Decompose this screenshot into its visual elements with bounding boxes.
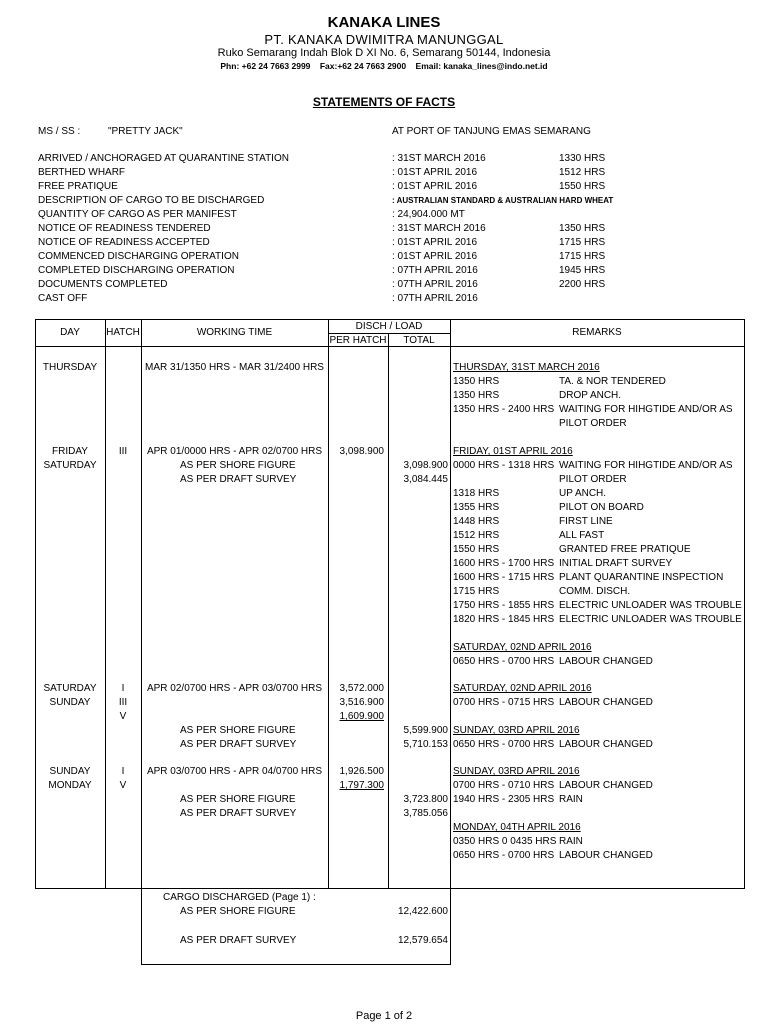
fact-time: 1715 HRS [559, 251, 606, 262]
vessel-label: MS / SS : [38, 126, 81, 137]
row-per-hatch: 1,609.900 [339, 711, 384, 722]
fact-value: : 01ST APRIL 2016 [392, 251, 478, 262]
row-working-time: APR 02/0700 HRS - APR 03/0700 HRS [146, 683, 323, 694]
fact-time: 2200 HRS [559, 279, 606, 290]
fact-value: : 07TH APRIL 2016 [392, 279, 478, 290]
company-legal-name: PT. KANAKA DWIMITRA MANUNGGAL [264, 32, 504, 47]
remark-text: RAIN [559, 794, 583, 805]
row-working-time: AS PER SHORE FIGURE [180, 725, 296, 736]
remark-time: 1750 HRS - 1855 HRS [453, 600, 555, 611]
row-total: 5,599.900 [403, 725, 448, 736]
row-hatch: I [121, 766, 125, 777]
summary-shore-value: 12,422.600 [397, 906, 448, 917]
header-remarks: REMARKS [572, 327, 622, 338]
fact-label: NOTICE OF READINESS TENDERED [38, 223, 211, 234]
summary-title: CARGO DISCHARGED (Page 1) : [163, 892, 316, 903]
remark-time: 1940 HRS - 2305 HRS [453, 794, 555, 805]
remark-time: 1715 HRS [453, 586, 500, 597]
fact-label: NOTICE OF READINESS ACCEPTED [38, 237, 210, 248]
summary-draft-value: 12,579.654 [397, 935, 448, 946]
remark-time: 1350 HRS [453, 376, 500, 387]
fact-label: CAST OFF [38, 293, 88, 304]
row-hatch: III [118, 697, 128, 708]
remark-text: COMM. DISCH. [559, 586, 631, 597]
fact-label: BERTHED WHARF [38, 167, 126, 178]
fact-label: ARRIVED / ANCHORAGED AT QUARANTINE STATION [38, 153, 289, 164]
document-title: STATEMENTS OF FACTS [312, 95, 456, 109]
fact-value: : 01ST APRIL 2016 [392, 181, 478, 192]
remark-text: TA. & NOR TENDERED [559, 376, 666, 387]
fact-label: DOCUMENTS COMPLETED [38, 279, 168, 290]
remark-text: ALL FAST [559, 530, 605, 541]
row-day: SATURDAY [43, 683, 97, 694]
header-hatch: HATCH [106, 327, 140, 338]
row-working-time: AS PER DRAFT SURVEY [180, 474, 297, 485]
row-per-hatch: 3,098.900 [339, 446, 384, 457]
row-per-hatch: 1,797.300 [339, 780, 384, 791]
remark-date-heading: THURSDAY, 31ST MARCH 2016 [453, 362, 600, 373]
row-total: 5,710.153 [403, 739, 448, 750]
remark-date-heading: SATURDAY, 02ND APRIL 2016 [453, 683, 592, 694]
remark-time: 1550 HRS [453, 544, 500, 555]
remark-text: DROP ANCH. [559, 390, 622, 401]
remark-time: 0000 HRS - 1318 HRS [453, 460, 555, 471]
company-address: Ruko Semarang Indah Blok D XI No. 6, Semarang 50144, Indonesia [217, 47, 551, 59]
remark-time: 1350 HRS - 2400 HRS [453, 404, 555, 415]
row-working-time: MAR 31/1350 HRS - MAR 31/2400 HRS [145, 362, 324, 373]
remark-text: LABOUR CHANGED [559, 697, 653, 708]
fact-value: : 24,904.000 MT [392, 209, 465, 220]
remark-time: 1512 HRS [453, 530, 500, 541]
remark-time: 1355 HRS [453, 502, 500, 513]
summary-draft-label: AS PER DRAFT SURVEY [180, 935, 297, 946]
remark-time: 1820 HRS - 1845 HRS [453, 614, 555, 625]
row-day: FRIDAY [52, 446, 88, 457]
remark-time: 0700 HRS - 0715 HRS [453, 697, 555, 708]
remark-text: RAIN [559, 836, 583, 847]
remark-time: 1350 HRS [453, 390, 500, 401]
remark-text: ELECTRIC UNLOADER WAS TROUBLE [559, 614, 742, 625]
header-working-time: WORKING TIME [196, 327, 273, 338]
row-total: 3,785.056 [403, 808, 448, 819]
remark-text: INITIAL DRAFT SURVEY [559, 558, 673, 569]
remark-text: PILOT ON BOARD [559, 502, 644, 513]
fact-label: DESCRIPTION OF CARGO TO BE DISCHARGED [38, 195, 265, 206]
fact-value: : 01ST APRIL 2016 [392, 237, 478, 248]
remark-time: 0350 HRS 0 0435 HRS [453, 836, 557, 847]
remark-text: LABOUR CHANGED [559, 780, 653, 791]
vessel-port: AT PORT OF TANJUNG EMAS SEMARANG [392, 126, 591, 137]
remark-text: PILOT ORDER [559, 418, 627, 429]
row-hatch: III [118, 446, 128, 457]
remark-time: 0650 HRS - 0700 HRS [453, 739, 555, 750]
remark-text: PILOT ORDER [559, 474, 627, 485]
remark-time: 1600 HRS - 1700 HRS [453, 558, 555, 569]
row-working-time: AS PER SHORE FIGURE [180, 794, 296, 805]
remark-time: 1448 HRS [453, 516, 500, 527]
row-total: 3,098.900 [403, 460, 448, 471]
fact-label: COMPLETED DISCHARGING OPERATION [38, 265, 235, 276]
row-day: SUNDAY [49, 766, 91, 777]
row-total: 3,723.800 [403, 794, 448, 805]
remark-text: FIRST LINE [559, 516, 613, 527]
fact-time: 1550 HRS [559, 181, 606, 192]
remark-time: 1600 HRS - 1715 HRS [453, 572, 555, 583]
remark-time: 1318 HRS [453, 488, 500, 499]
company-name: KANAKA LINES [327, 14, 441, 31]
row-working-time: AS PER DRAFT SURVEY [180, 739, 297, 750]
remark-text: WAITING FOR HIHGTIDE AND/OR AS [559, 404, 733, 415]
remark-date-heading: SATURDAY, 02ND APRIL 2016 [453, 642, 592, 653]
summary-shore-label: AS PER SHORE FIGURE [180, 906, 296, 917]
row-hatch: V [119, 780, 127, 791]
fact-label: COMMENCED DISCHARGING OPERATION [38, 251, 239, 262]
remark-date-heading: MONDAY, 04TH APRIL 2016 [453, 822, 581, 833]
remark-text: LABOUR CHANGED [559, 656, 653, 667]
fact-value: : 31ST MARCH 2016 [392, 223, 486, 234]
remark-text: ELECTRIC UNLOADER WAS TROUBLE [559, 600, 742, 611]
row-day: THURSDAY [42, 362, 98, 373]
remark-date-heading: FRIDAY, 01ST APRIL 2016 [453, 446, 573, 457]
row-working-time: APR 03/0700 HRS - APR 04/0700 HRS [146, 766, 323, 777]
header-total: TOTAL [403, 335, 435, 346]
header-day: DAY [60, 327, 80, 338]
row-day: MONDAY [48, 780, 92, 791]
row-working-time: AS PER SHORE FIGURE [180, 460, 296, 471]
remark-date-heading: SUNDAY, 03RD APRIL 2016 [453, 725, 580, 736]
row-per-hatch: 3,572.000 [339, 683, 384, 694]
row-total: 3,084.445 [403, 474, 448, 485]
row-working-time: AS PER DRAFT SURVEY [180, 808, 297, 819]
fact-label: QUANTITY OF CARGO AS PER MANIFEST [38, 209, 237, 220]
row-day: SUNDAY [49, 697, 91, 708]
row-hatch: V [119, 711, 127, 722]
company-contact: Phn: +62 24 7663 2999 Fax:+62 24 7663 2900 Email: kanaka_lines@indo.net.id [220, 61, 548, 71]
remark-time: 0700 HRS - 0710 HRS [453, 780, 555, 791]
row-per-hatch: 3,516.900 [339, 697, 384, 708]
row-working-time: APR 01/0000 HRS - APR 02/0700 HRS [146, 446, 323, 457]
remark-text: LABOUR CHANGED [559, 850, 653, 861]
fact-value: : 07TH APRIL 2016 [392, 293, 478, 304]
fact-label: FREE PRATIQUE [38, 181, 118, 192]
remark-time: 0650 HRS - 0700 HRS [453, 656, 555, 667]
fact-value: : 07TH APRIL 2016 [392, 265, 478, 276]
page-number: Page 1 of 2 [355, 1010, 413, 1022]
fact-value: : AUSTRALIAN STANDARD & AUSTRALIAN HARD WHEAT [392, 196, 614, 205]
row-day: SATURDAY [43, 460, 97, 471]
remark-text: PLANT QUARANTINE INSPECTION [559, 572, 724, 583]
fact-time: 1330 HRS [559, 153, 606, 164]
fact-time: 1512 HRS [559, 167, 606, 178]
fact-time: 1350 HRS [559, 223, 606, 234]
remark-date-heading: SUNDAY, 03RD APRIL 2016 [453, 766, 580, 777]
fact-value: : 01ST APRIL 2016 [392, 167, 478, 178]
row-per-hatch: 1,926.500 [339, 766, 384, 777]
fact-value: : 31ST MARCH 2016 [392, 153, 486, 164]
row-hatch: I [121, 683, 125, 694]
vessel-name: "PRETTY JACK" [108, 126, 183, 137]
header-disch-load: DISCH / LOAD [355, 321, 423, 332]
remark-time: 0650 HRS - 0700 HRS [453, 850, 555, 861]
fact-time: 1715 HRS [559, 237, 606, 248]
remark-text: LABOUR CHANGED [559, 739, 653, 750]
remark-text: UP ANCH. [559, 488, 607, 499]
header-per-hatch: PER HATCH [329, 335, 387, 346]
remark-text: WAITING FOR HIHGTIDE AND/OR AS [559, 460, 733, 471]
fact-time: 1945 HRS [559, 265, 606, 276]
remark-text: GRANTED FREE PRATIQUE [559, 544, 691, 555]
